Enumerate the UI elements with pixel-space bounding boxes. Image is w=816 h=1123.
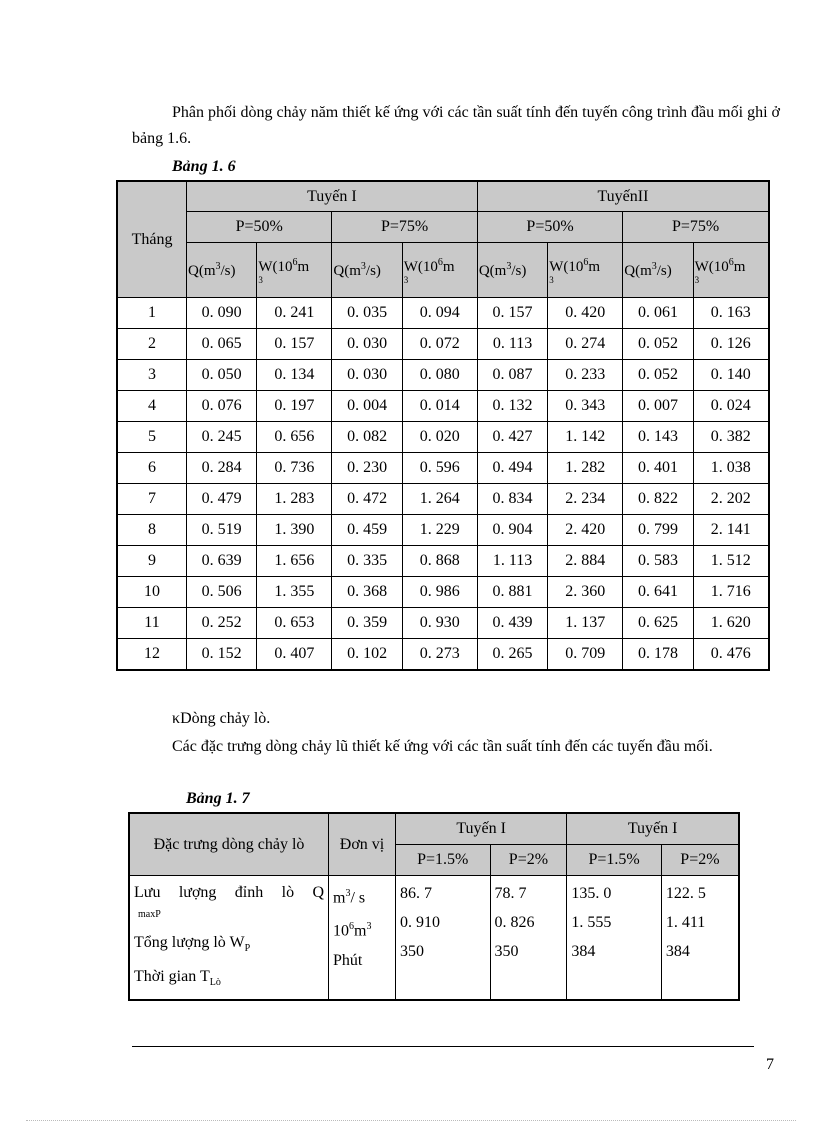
table-1-6 xyxy=(116,180,770,671)
value-cell: 0. 583 xyxy=(623,546,693,577)
value-cell: 1. 355 xyxy=(257,577,332,608)
unit-phut: Phút xyxy=(333,951,363,969)
section-heading: κDòng chảy lò. xyxy=(172,710,271,727)
value-cell: 0. 343 xyxy=(548,391,623,422)
header-t17-p15-b: P=1.5% xyxy=(567,845,662,876)
value-cell: 0. 401 xyxy=(623,453,693,484)
unit-q-header: $Q(m^3/s)$ xyxy=(187,243,257,298)
value-cell: 1. 264 xyxy=(402,484,477,515)
table-row xyxy=(117,360,769,391)
table-row xyxy=(117,608,769,639)
value-cell: 0. 030 xyxy=(332,360,402,391)
values-col-2 xyxy=(490,876,567,1001)
label-luu-luong: Lưu lượng đỉnh lò Q xyxy=(134,884,324,901)
page-number: 7 xyxy=(766,1056,774,1073)
month-cell: 3 xyxy=(117,360,187,391)
value-cell: 0. 653 xyxy=(257,608,332,639)
unit-w-header: $W(10^6m$ 3 xyxy=(257,243,332,298)
value-cell: 0. 519 xyxy=(187,515,257,546)
value-cell: 2. 234 xyxy=(548,484,623,515)
value-cell: 1. 390 xyxy=(257,515,332,546)
value-cell: 1. 038 xyxy=(693,453,769,484)
value-cell: 0. 052 xyxy=(623,360,693,391)
header-t17-p2-b: P=2% xyxy=(661,845,739,876)
value-cell: 0. 274 xyxy=(548,329,623,360)
value-cell: 0. 709 xyxy=(548,639,623,671)
header-t17-tuyen-2: Tuyến I xyxy=(567,813,739,845)
value-cell: 1. 142 xyxy=(548,422,623,453)
value-cell: 2. 420 xyxy=(548,515,623,546)
value-cell: 0. 080 xyxy=(402,360,477,391)
value-cell: 0. 157 xyxy=(257,329,332,360)
values-col-1 xyxy=(396,876,491,1001)
value-cell: 1. 113 xyxy=(477,546,547,577)
month-cell: 5 xyxy=(117,422,187,453)
values-col-3 xyxy=(567,876,662,1001)
value-cell: 0. 736 xyxy=(257,453,332,484)
value-cell: 0. 178 xyxy=(623,639,693,671)
unit-w-header: $W(10^6m$ 3 xyxy=(548,243,623,298)
value-cell: 0. 799 xyxy=(623,515,693,546)
table-row xyxy=(117,639,769,671)
value-cell: 0. 163 xyxy=(693,298,769,329)
table-row xyxy=(117,546,769,577)
value-cell: 0. 656 xyxy=(257,422,332,453)
month-cell: 10 xyxy=(117,577,187,608)
value-cell: 0. 004 xyxy=(332,391,402,422)
value-cell: 2. 884 xyxy=(548,546,623,577)
value-cell: 0. 476 xyxy=(693,639,769,671)
label-tong-luong: Tổng lượng lò $W_P$ xyxy=(134,934,251,955)
value-cell: 0. 230 xyxy=(332,453,402,484)
header-tuyen-2: TuyếnII xyxy=(477,181,769,212)
table-1-7 xyxy=(128,812,740,1001)
value-cell: 0. 126 xyxy=(693,329,769,360)
label-luu-luong-q: maxP xyxy=(138,909,161,920)
value-cell: 0. 382 xyxy=(693,422,769,453)
value-cell: 0. 868 xyxy=(402,546,477,577)
table-row xyxy=(117,453,769,484)
value-cell: 0. 335 xyxy=(332,546,402,577)
page-bottom-dotted-edge xyxy=(26,1120,796,1121)
value-cell: 0. 113 xyxy=(477,329,547,360)
value-cell: 0. 986 xyxy=(402,577,477,608)
unit-cell xyxy=(329,876,396,1001)
table-row xyxy=(117,484,769,515)
value-cell: 0. 094 xyxy=(402,298,477,329)
value-cell: 1. 282 xyxy=(548,453,623,484)
flood-value: 0. 826 xyxy=(494,914,535,931)
value-cell: 0. 132 xyxy=(477,391,547,422)
value-cell: 0. 265 xyxy=(477,639,547,671)
table-row xyxy=(117,298,769,329)
value-cell: 0. 007 xyxy=(623,391,693,422)
value-cell: 0. 252 xyxy=(187,608,257,639)
table-row xyxy=(117,391,769,422)
value-cell: 1. 283 xyxy=(257,484,332,515)
unit-q-header: $Q(m^3/s)$ xyxy=(332,243,402,298)
value-cell: 0. 639 xyxy=(187,546,257,577)
value-cell: 0. 506 xyxy=(187,577,257,608)
flood-value: 135. 0 xyxy=(571,885,612,902)
value-cell: 0. 082 xyxy=(332,422,402,453)
intro-paragraph: Phân phối dòng chảy năm thiết kế ứng với các tần suất tính đến tuyến công trình đầu mối ghi ở bảng 1.6. xyxy=(132,104,780,147)
table-row xyxy=(117,422,769,453)
unit-header-row xyxy=(117,243,769,298)
flood-value: 350 xyxy=(494,943,519,960)
flood-value: 384 xyxy=(665,943,690,960)
unit-106m3: $10^6m^3$ xyxy=(333,921,372,940)
header-t17-p15-a: P=1.5% xyxy=(396,845,491,876)
value-cell: 1. 512 xyxy=(693,546,769,577)
value-cell: 0. 472 xyxy=(332,484,402,515)
table-2-caption: Bảng 1. 7 xyxy=(186,790,250,807)
header-t17-p2-a: P=2% xyxy=(490,845,567,876)
header-thang: Tháng xyxy=(117,181,187,298)
month-cell: 2 xyxy=(117,329,187,360)
values-col-4 xyxy=(661,876,739,1001)
table-row xyxy=(117,329,769,360)
value-cell: 0. 479 xyxy=(187,484,257,515)
unit-w-header: $W(10^6m$ 3 xyxy=(402,243,477,298)
value-cell: 0. 420 xyxy=(548,298,623,329)
month-cell: 1 xyxy=(117,298,187,329)
header-t1-p75: P=75% xyxy=(332,212,477,243)
flood-paragraph: Các đặc trưng dòng chảy lũ thiết kế ứng với các tần suất tính đến các tuyến đầu mối. xyxy=(172,738,713,755)
value-cell: 0. 014 xyxy=(402,391,477,422)
value-cell: 0. 134 xyxy=(257,360,332,391)
header-t2-p50: P=50% xyxy=(477,212,622,243)
value-cell: 0. 050 xyxy=(187,360,257,391)
value-cell: 0. 061 xyxy=(623,298,693,329)
value-cell: 0. 233 xyxy=(548,360,623,391)
month-cell: 8 xyxy=(117,515,187,546)
label-cell xyxy=(129,876,329,1001)
flood-value: 1. 555 xyxy=(571,914,612,931)
flood-value: 78. 7 xyxy=(494,885,527,902)
value-cell: 0. 368 xyxy=(332,577,402,608)
value-cell: 2. 360 xyxy=(548,577,623,608)
value-cell: 1. 620 xyxy=(693,608,769,639)
value-cell: 0. 407 xyxy=(257,639,332,671)
month-cell: 7 xyxy=(117,484,187,515)
month-cell: 12 xyxy=(117,639,187,671)
table-row xyxy=(117,577,769,608)
flood-value: 0. 910 xyxy=(400,914,440,931)
flood-value: 384 xyxy=(571,943,596,960)
value-cell: 0. 024 xyxy=(693,391,769,422)
flood-value: 86. 7 xyxy=(400,885,432,902)
month-cell: 11 xyxy=(117,608,187,639)
value-cell: 0. 245 xyxy=(187,422,257,453)
header-dac-trung: Đặc trưng dòng chảy lò xyxy=(129,813,329,876)
value-cell: 0. 241 xyxy=(257,298,332,329)
value-cell: 0. 273 xyxy=(402,639,477,671)
value-cell: 0. 641 xyxy=(623,577,693,608)
table-1-caption: Bảng 1. 6 xyxy=(172,158,236,175)
value-cell: 1. 716 xyxy=(693,577,769,608)
value-cell: 0. 930 xyxy=(402,608,477,639)
table-row xyxy=(117,515,769,546)
value-cell: 0. 881 xyxy=(477,577,547,608)
value-cell: 0. 197 xyxy=(257,391,332,422)
header-tuyen-1: Tuyến I xyxy=(187,181,478,212)
flood-value: 1. 411 xyxy=(665,914,706,931)
value-cell: 0. 157 xyxy=(477,298,547,329)
value-cell: 0. 834 xyxy=(477,484,547,515)
unit-m3s: $m^3/$ s xyxy=(333,888,366,907)
value-cell: 0. 035 xyxy=(332,298,402,329)
month-cell: 4 xyxy=(117,391,187,422)
value-cell: 0. 459 xyxy=(332,515,402,546)
value-cell: 0. 030 xyxy=(332,329,402,360)
value-cell: 1. 656 xyxy=(257,546,332,577)
value-cell: 0. 625 xyxy=(623,608,693,639)
header-t17-tuyen-1: Tuyến I xyxy=(396,813,567,845)
value-cell: 0. 284 xyxy=(187,453,257,484)
month-cell: 6 xyxy=(117,453,187,484)
value-cell: 0. 596 xyxy=(402,453,477,484)
value-cell: 0. 439 xyxy=(477,608,547,639)
value-cell: 0. 020 xyxy=(402,422,477,453)
value-cell: 0. 359 xyxy=(332,608,402,639)
value-cell: 0. 087 xyxy=(477,360,547,391)
footer-rule xyxy=(132,1046,754,1047)
value-cell: 1. 137 xyxy=(548,608,623,639)
value-cell: 2. 202 xyxy=(693,484,769,515)
value-cell: 0. 102 xyxy=(332,639,402,671)
value-cell: 2. 141 xyxy=(693,515,769,546)
header-don-vi: Đơn vị xyxy=(329,813,396,876)
header-t2-p75: P=75% xyxy=(623,212,769,243)
value-cell: 0. 427 xyxy=(477,422,547,453)
month-cell: 9 xyxy=(117,546,187,577)
value-cell: 1. 229 xyxy=(402,515,477,546)
value-cell: 0. 494 xyxy=(477,453,547,484)
table-1-6-body xyxy=(117,298,769,671)
value-cell: 0. 143 xyxy=(623,422,693,453)
value-cell: 0. 822 xyxy=(623,484,693,515)
value-cell: 0. 140 xyxy=(693,360,769,391)
value-cell: 0. 904 xyxy=(477,515,547,546)
value-cell: 0. 065 xyxy=(187,329,257,360)
value-cell: 0. 072 xyxy=(402,329,477,360)
value-cell: 0. 090 xyxy=(187,298,257,329)
header-t1-p50: P=50% xyxy=(187,212,332,243)
unit-q-header: $Q(m^3/s)$ xyxy=(477,243,547,298)
unit-w-header: $W(10^6m$ 3 xyxy=(693,243,769,298)
value-cell: 0. 076 xyxy=(187,391,257,422)
label-thoi-gian: Thời gian $T_{Lò}$ xyxy=(134,968,221,989)
value-cell: 0. 152 xyxy=(187,639,257,671)
flood-value: 122. 5 xyxy=(665,885,706,902)
flood-value: 350 xyxy=(400,943,424,960)
value-cell: 0. 052 xyxy=(623,329,693,360)
unit-q-header: $Q(m^3/s)$ xyxy=(623,243,693,298)
